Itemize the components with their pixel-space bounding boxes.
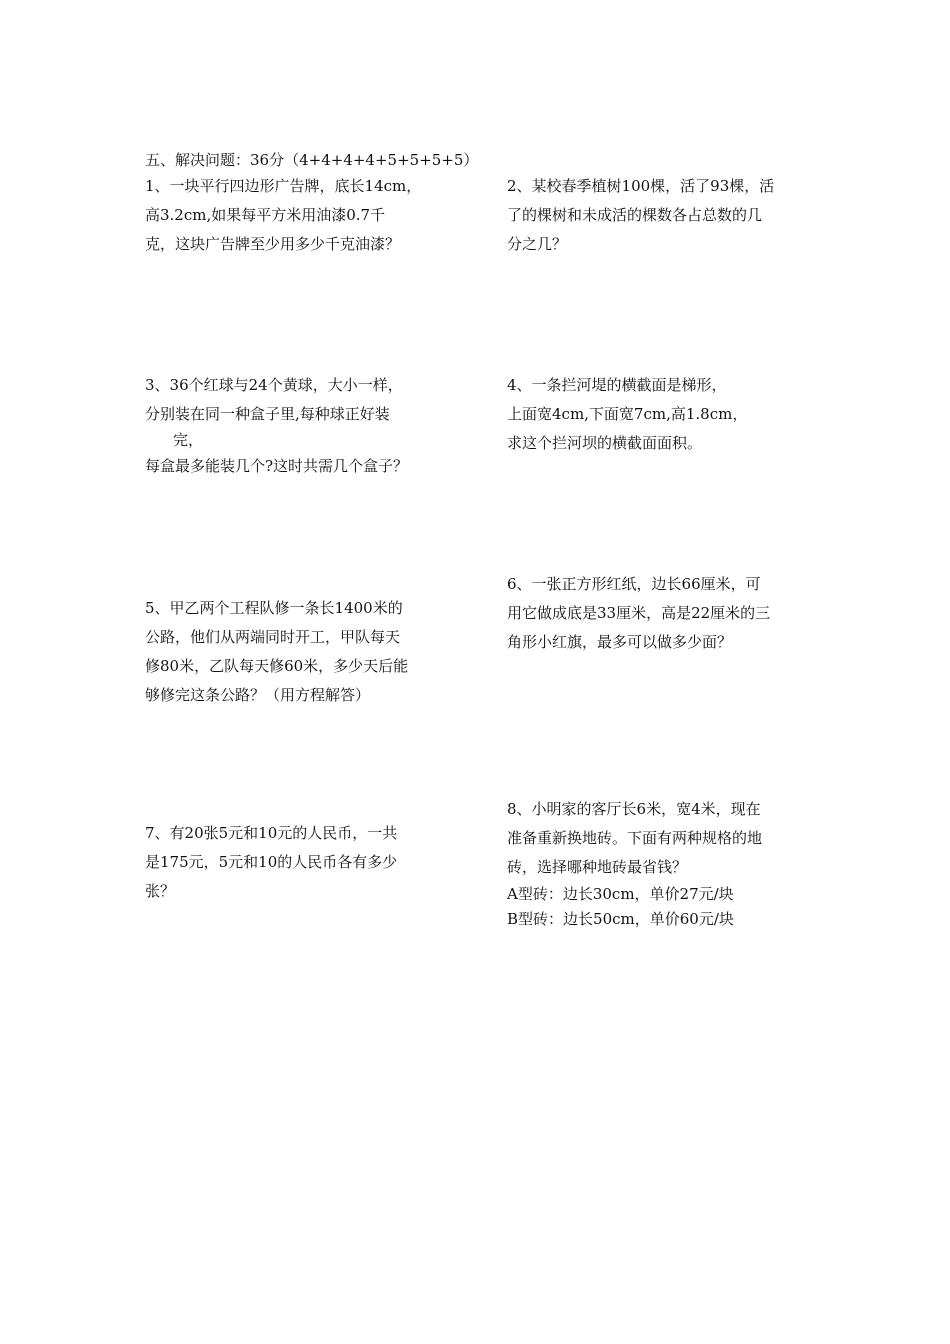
- problem-4: [507, 371, 827, 458]
- section-heading: 五、解决问题：36分（4+4+4+4+5+5+5+5）: [145, 151, 479, 169]
- problem-8-tile-b: B型砖：边长50cm，单价60元/块: [507, 910, 734, 928]
- problem-8-line-3: 砖，选择哪种地砖最省钱？: [507, 858, 688, 876]
- problem-8-line-2: 准备重新换地砖。下面有两种规格的地: [507, 829, 763, 847]
- problem-8-line-1: 8、小明家的客厅长6米，宽4米，现在: [507, 800, 761, 818]
- problem-4-line-3: 求这个拦河坝的横截面面积。: [507, 434, 703, 452]
- problem-5-line-2: 公路，他们从两端同时开工，甲队每天: [145, 628, 401, 646]
- problem-7-line-2: 是175元，5元和10的人民币各有多少: [145, 853, 398, 871]
- problem-4-line-2: 上面宽4cm,下面宽7cm,高1.8cm，: [507, 405, 748, 423]
- problem-7-line-3: 张？: [145, 882, 176, 900]
- problem-6-line-3: 角形小红旗，最多可以做多少面？: [507, 633, 733, 651]
- problem-3-line-1: 3、36个红球与24个黄球，大小一样，: [145, 376, 403, 394]
- problem-5: [145, 594, 465, 710]
- problem-6-line-1: 6、一张正方形红纸，边长66厘米，可: [507, 575, 761, 593]
- problem-6-line-2: 用它做成底是33厘米，高是22厘米的三: [507, 604, 771, 622]
- problem-1-line-3: 克，这块广告牌至少用多少千克油漆？: [145, 235, 401, 253]
- problem-5-line-4: 够修完这条公路？（用方程解答）: [145, 686, 371, 704]
- problem-1: [145, 172, 465, 259]
- problem-6: [507, 570, 827, 657]
- problem-2-line-1: 2、某校春季植树100棵，活了93棵，活: [507, 177, 775, 195]
- problem-3-line-4: 每盒最多能装几个?这时共需几个盒子？: [145, 457, 409, 475]
- problem-7-line-1: 7、有20张5元和10元的人民币，一共: [145, 824, 398, 842]
- problem-2: [507, 172, 827, 259]
- problem-7: [145, 819, 465, 906]
- problem-3-line-3: 完，: [173, 431, 204, 449]
- problem-2-line-2: 了的棵树和未成活的棵数各占总数的几: [507, 206, 763, 224]
- problem-8: [507, 795, 827, 932]
- problem-5-line-1: 5、甲乙两个工程队修一条长1400米的: [145, 599, 403, 617]
- problem-4-line-1: 4、一条拦河堤的横截面是梯形，: [507, 376, 727, 394]
- problem-1-line-2: 高3.2cm,如果每平方米用油漆0.7千: [145, 206, 386, 224]
- problem-8-tile-a: A型砖：边长30cm，单价27元/块: [507, 885, 734, 903]
- problem-3: [145, 371, 465, 481]
- problem-5-line-3: 修80米，乙队每天修60米，多少天后能: [145, 657, 409, 675]
- problem-3-line-2: 分别装在同一种盒子里,每种球正好装: [145, 405, 390, 423]
- problem-1-line-1: 1、一块平行四边形广告牌，底长14cm，: [145, 177, 422, 195]
- problem-2-line-3: 分之几？: [507, 235, 568, 253]
